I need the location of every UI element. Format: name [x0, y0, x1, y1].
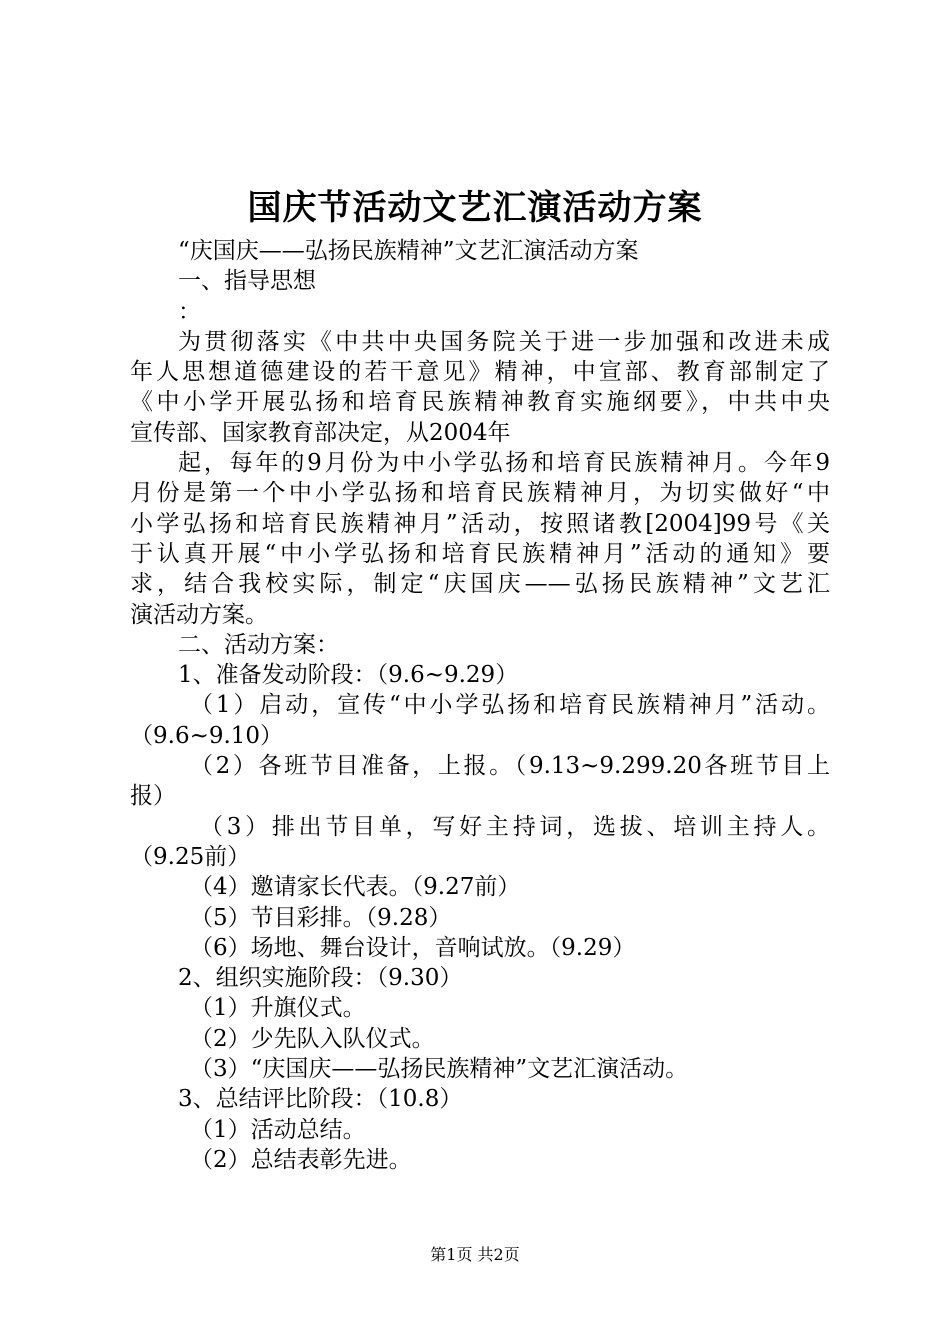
list-item: （2）总结表彰先进。 — [190, 1146, 412, 1173]
section-heading-activity-plan: 二、活动方案： — [178, 631, 339, 658]
paragraph-line: 于认真开展“中小学弘扬和培育民族精神月”活动的通知》要 — [130, 540, 830, 567]
paragraph-line: 月份是第一个中小学弘扬和培育民族精神月，为切实做好“中 — [130, 480, 830, 507]
colon-line: ： — [178, 298, 201, 325]
paragraph-line: 起，每年的9月份为中小学弘扬和培育民族精神月。今年9 — [178, 450, 830, 477]
document-title: 国庆节活动文艺汇演活动方案 — [247, 188, 703, 228]
paragraph-line: 求，结合我校实际，制定“庆国庆——弘扬民族精神”文艺汇 — [130, 571, 830, 598]
list-item: （6）场地、舞台设计，音响试放。（9.29） — [190, 934, 636, 961]
paragraph-line: 为贯彻落实《中共中央国务院关于进一步加强和改进未成 — [178, 328, 830, 355]
list-item: （4）邀请家长代表。（9.27前） — [190, 874, 521, 901]
section-heading-guiding-ideology: 一、指导思想 — [178, 268, 316, 295]
phase-heading: 1、准备发动阶段：（9.6~9.29） — [178, 662, 519, 689]
phase-heading: 3、总结评比阶段：（10.8） — [178, 1086, 463, 1113]
list-item: （3）排出节目单，写好主持词，选拔、培训主持人。 — [200, 813, 830, 840]
paragraph-line: 《中小学开展弘扬和培育民族精神教育实施纲要》，中共中央 — [130, 389, 830, 416]
list-item-continuation: 报） — [130, 783, 176, 810]
list-item-continuation: （9.6~9.10） — [130, 722, 284, 749]
list-item: （1）活动总结。 — [190, 1116, 366, 1143]
paragraph-line: 演活动方案。 — [130, 601, 268, 628]
list-item: （5）节目彩排。（9.28） — [190, 904, 452, 931]
list-item-continuation: （9.25前） — [130, 843, 251, 870]
list-item: （2）少先队入队仪式。 — [190, 1025, 435, 1052]
paragraph-line: 小学弘扬和培育民族精神月”活动，按照诸教[2004]99号《关 — [130, 510, 830, 537]
subtitle-line: “庆国庆——弘扬民族精神”文艺汇演活动方案 — [178, 238, 639, 264]
page-footer: 第1页 共2页 — [430, 1245, 520, 1264]
paragraph-line: 宣传部、国家教育部决定，从2004年 — [130, 419, 511, 446]
list-item: （3）“庆国庆——弘扬民族精神”文艺汇演活动。 — [190, 1056, 689, 1083]
list-item: （1）启动，宣传“中小学弘扬和培育民族精神月”活动。 — [190, 692, 830, 719]
paragraph-line: 年人思想道德建设的若干意见》精神，中宣部、教育部制定了 — [130, 359, 830, 386]
document-body — [130, 236, 830, 1175]
phase-heading: 2、组织实施阶段：（9.30） — [178, 965, 463, 992]
list-item: （1）升旗仪式。 — [190, 995, 366, 1022]
list-item: （2）各班节目准备，上报。（9.13~9.299.20各班节目上 — [190, 753, 830, 780]
